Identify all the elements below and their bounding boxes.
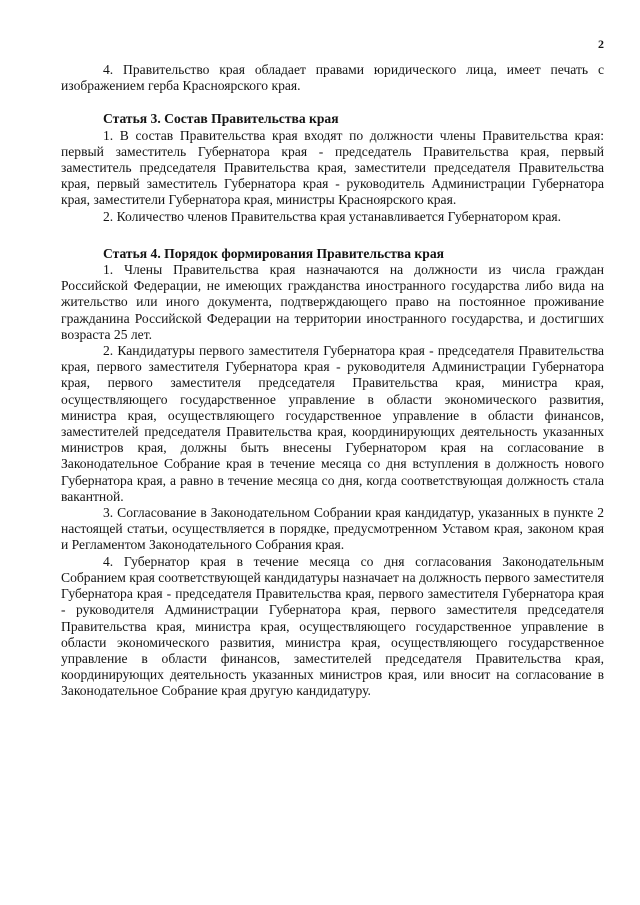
document-body [61, 62, 604, 700]
article-3-section [61, 111, 604, 224]
article-3-paragraph-2: 2. Количество членов Правительства края устанавливается Губернатором края. [103, 208, 562, 224]
article-3-heading: Статья 3. Состав Правительства края [103, 111, 339, 127]
article-4-heading: Статья 4. Порядок формирования Правительства края [103, 245, 444, 261]
article-4-section [61, 246, 604, 700]
page-number: 2 [598, 37, 604, 51]
article-3-paragraph-1: 1. В состав Правительства края входят по должности члены Правительства края: первый заместитель Губернатора края - председатель Правительства края, первый заместитель председателя Правительства края, заместители председателя Правительства края, первый заместитель Губернатора края - руководитель Администрации Губернатора края, заместители Губернатора края, министры Красноярского края. [61, 127, 604, 208]
article-4-paragraph-4: 4. Губернатор края в течение месяца со дня согласования Законодательным Собранием края соответствующей кандидатуры назначает на должность первого заместителя Губернатора края - председателя Правительства края, первого заместителя Губернатора края - руководителя Администрации Губернатора края, первого заместителя председателя Правительства края, министра края, осуществляющего государственное управление в области экономического развития, министра края, осуществляющего государственное управление в области финансов, заместителей председателя Правительства края, координирующих деятельность указанных министров края, или вносит на согласование в Законодательное Собрание края другую кандидатуру. [61, 553, 604, 699]
article-4-paragraph-2: 2. Кандидатуры первого заместителя Губернатора края - председателя Правительства края, первого заместителя Губернатора края - руководителя Администрации Губернатора края, первого заместителя председателя Правительства края, министра края, осуществляющего государственное управление в области экономического развития, министра края, осуществляющего государственное управление в области финансов, заместителей председателя Правительства края, координирующих деятельность указанных министров края, должны быть внесены Губернатором края на согласование в Законодательное Собрание края в течение месяца со дня вступления в должность нового Губернатора края, а равно в течение месяца со дня, когда соответствующая должность стала вакантной. [61, 343, 604, 504]
article-4-paragraph-1: 1. Члены Правительства края назначаются на должности из числа граждан Российской Федерации, не имеющих гражданства иностранного государства либо вида на жительство или иного документа, подтверждающего право на постоянное проживание гражданина Российской Федерации на территории иностранного государства, и достигших возраста 25 лет. [61, 262, 604, 342]
intro-paragraph: 4. Правительство края обладает правами юридического лица, имеет печать с изображением герба Красноярского края. [61, 62, 604, 94]
article-4-paragraph-3: 3. Согласование в Законодательном Собрании края кандидатур, указанных в пункте 2 настоящей статьи, осуществляется в порядке, предусмотренном Уставом края, законом края и Регламентом Законодательного Собрания края. [61, 505, 604, 553]
